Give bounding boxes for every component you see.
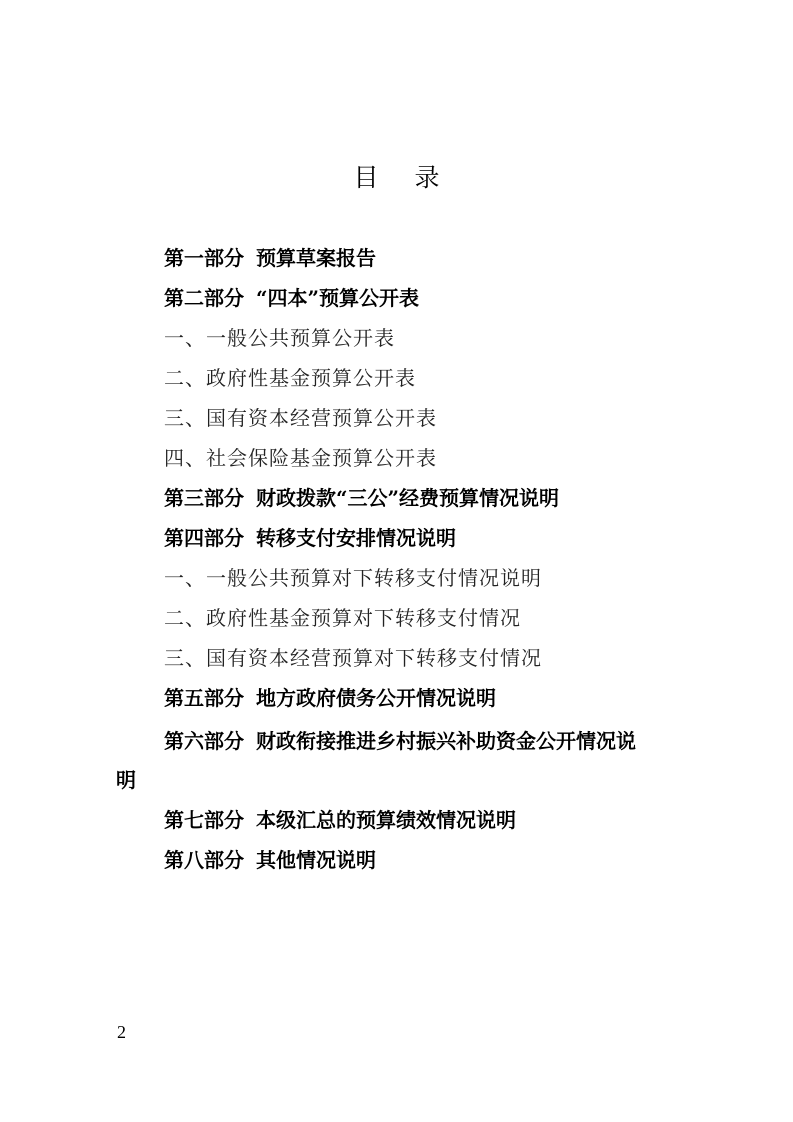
toc-part-title: 财政衔接推进乡村振兴补助资金公开情况说 xyxy=(256,729,636,753)
toc-part-title: 财政拨款“三公”经费预算情况说明 xyxy=(256,486,560,510)
toc-part-title: “四本”预算公开表 xyxy=(256,286,420,310)
page-number: 2 xyxy=(117,1022,126,1042)
toc-part-title: 本级汇总的预算绩效情况说明 xyxy=(256,808,516,832)
toc-part-title: 预算草案报告 xyxy=(256,246,376,270)
toc-part-2[interactable] xyxy=(164,278,419,318)
toc-part-label: 第一部分 xyxy=(164,246,244,270)
toc-part-title: 地方政府债务公开情况说明 xyxy=(256,686,496,710)
toc-part-6-continuation: 明 xyxy=(116,768,136,792)
toc-part-1[interactable] xyxy=(164,238,376,278)
toc-part-4[interactable] xyxy=(164,518,456,558)
toc-subsection-2-1[interactable]: 一、一般公共预算公开表 xyxy=(164,326,395,350)
toc-subsection-4-2[interactable]: 二、政府性基金预算对下转移支付情况 xyxy=(164,606,521,630)
toc-part-8[interactable] xyxy=(164,840,376,880)
toc-part-3[interactable] xyxy=(164,478,559,518)
toc-part-label: 第七部分 xyxy=(164,808,244,832)
toc-part-label: 第二部分 xyxy=(164,286,244,310)
toc-part-label: 第五部分 xyxy=(164,686,244,710)
toc-part-label: 第四部分 xyxy=(164,526,244,550)
page-title: 目 录 xyxy=(353,163,454,192)
toc-subsection-2-2[interactable]: 二、政府性基金预算公开表 xyxy=(164,366,416,390)
toc-part-5[interactable] xyxy=(164,678,496,718)
toc-subsection-4-1[interactable]: 一、一般公共预算对下转移支付情况说明 xyxy=(164,566,542,590)
toc-part-label: 第八部分 xyxy=(164,848,244,872)
toc-part-title: 其他情况说明 xyxy=(256,848,376,872)
toc-part-title: 转移支付安排情况说明 xyxy=(256,526,456,550)
toc-subsection-2-4[interactable]: 四、社会保险基金预算公开表 xyxy=(164,446,437,470)
toc-subsection-4-3[interactable]: 三、国有资本经营预算对下转移支付情况 xyxy=(164,646,542,670)
toc-part-label: 第三部分 xyxy=(164,486,244,510)
toc-part-6[interactable] xyxy=(164,721,636,761)
toc-subsection-2-3[interactable]: 三、国有资本经营预算公开表 xyxy=(164,406,437,430)
toc-part-label: 第六部分 xyxy=(164,729,244,753)
toc-part-7[interactable] xyxy=(164,800,516,840)
